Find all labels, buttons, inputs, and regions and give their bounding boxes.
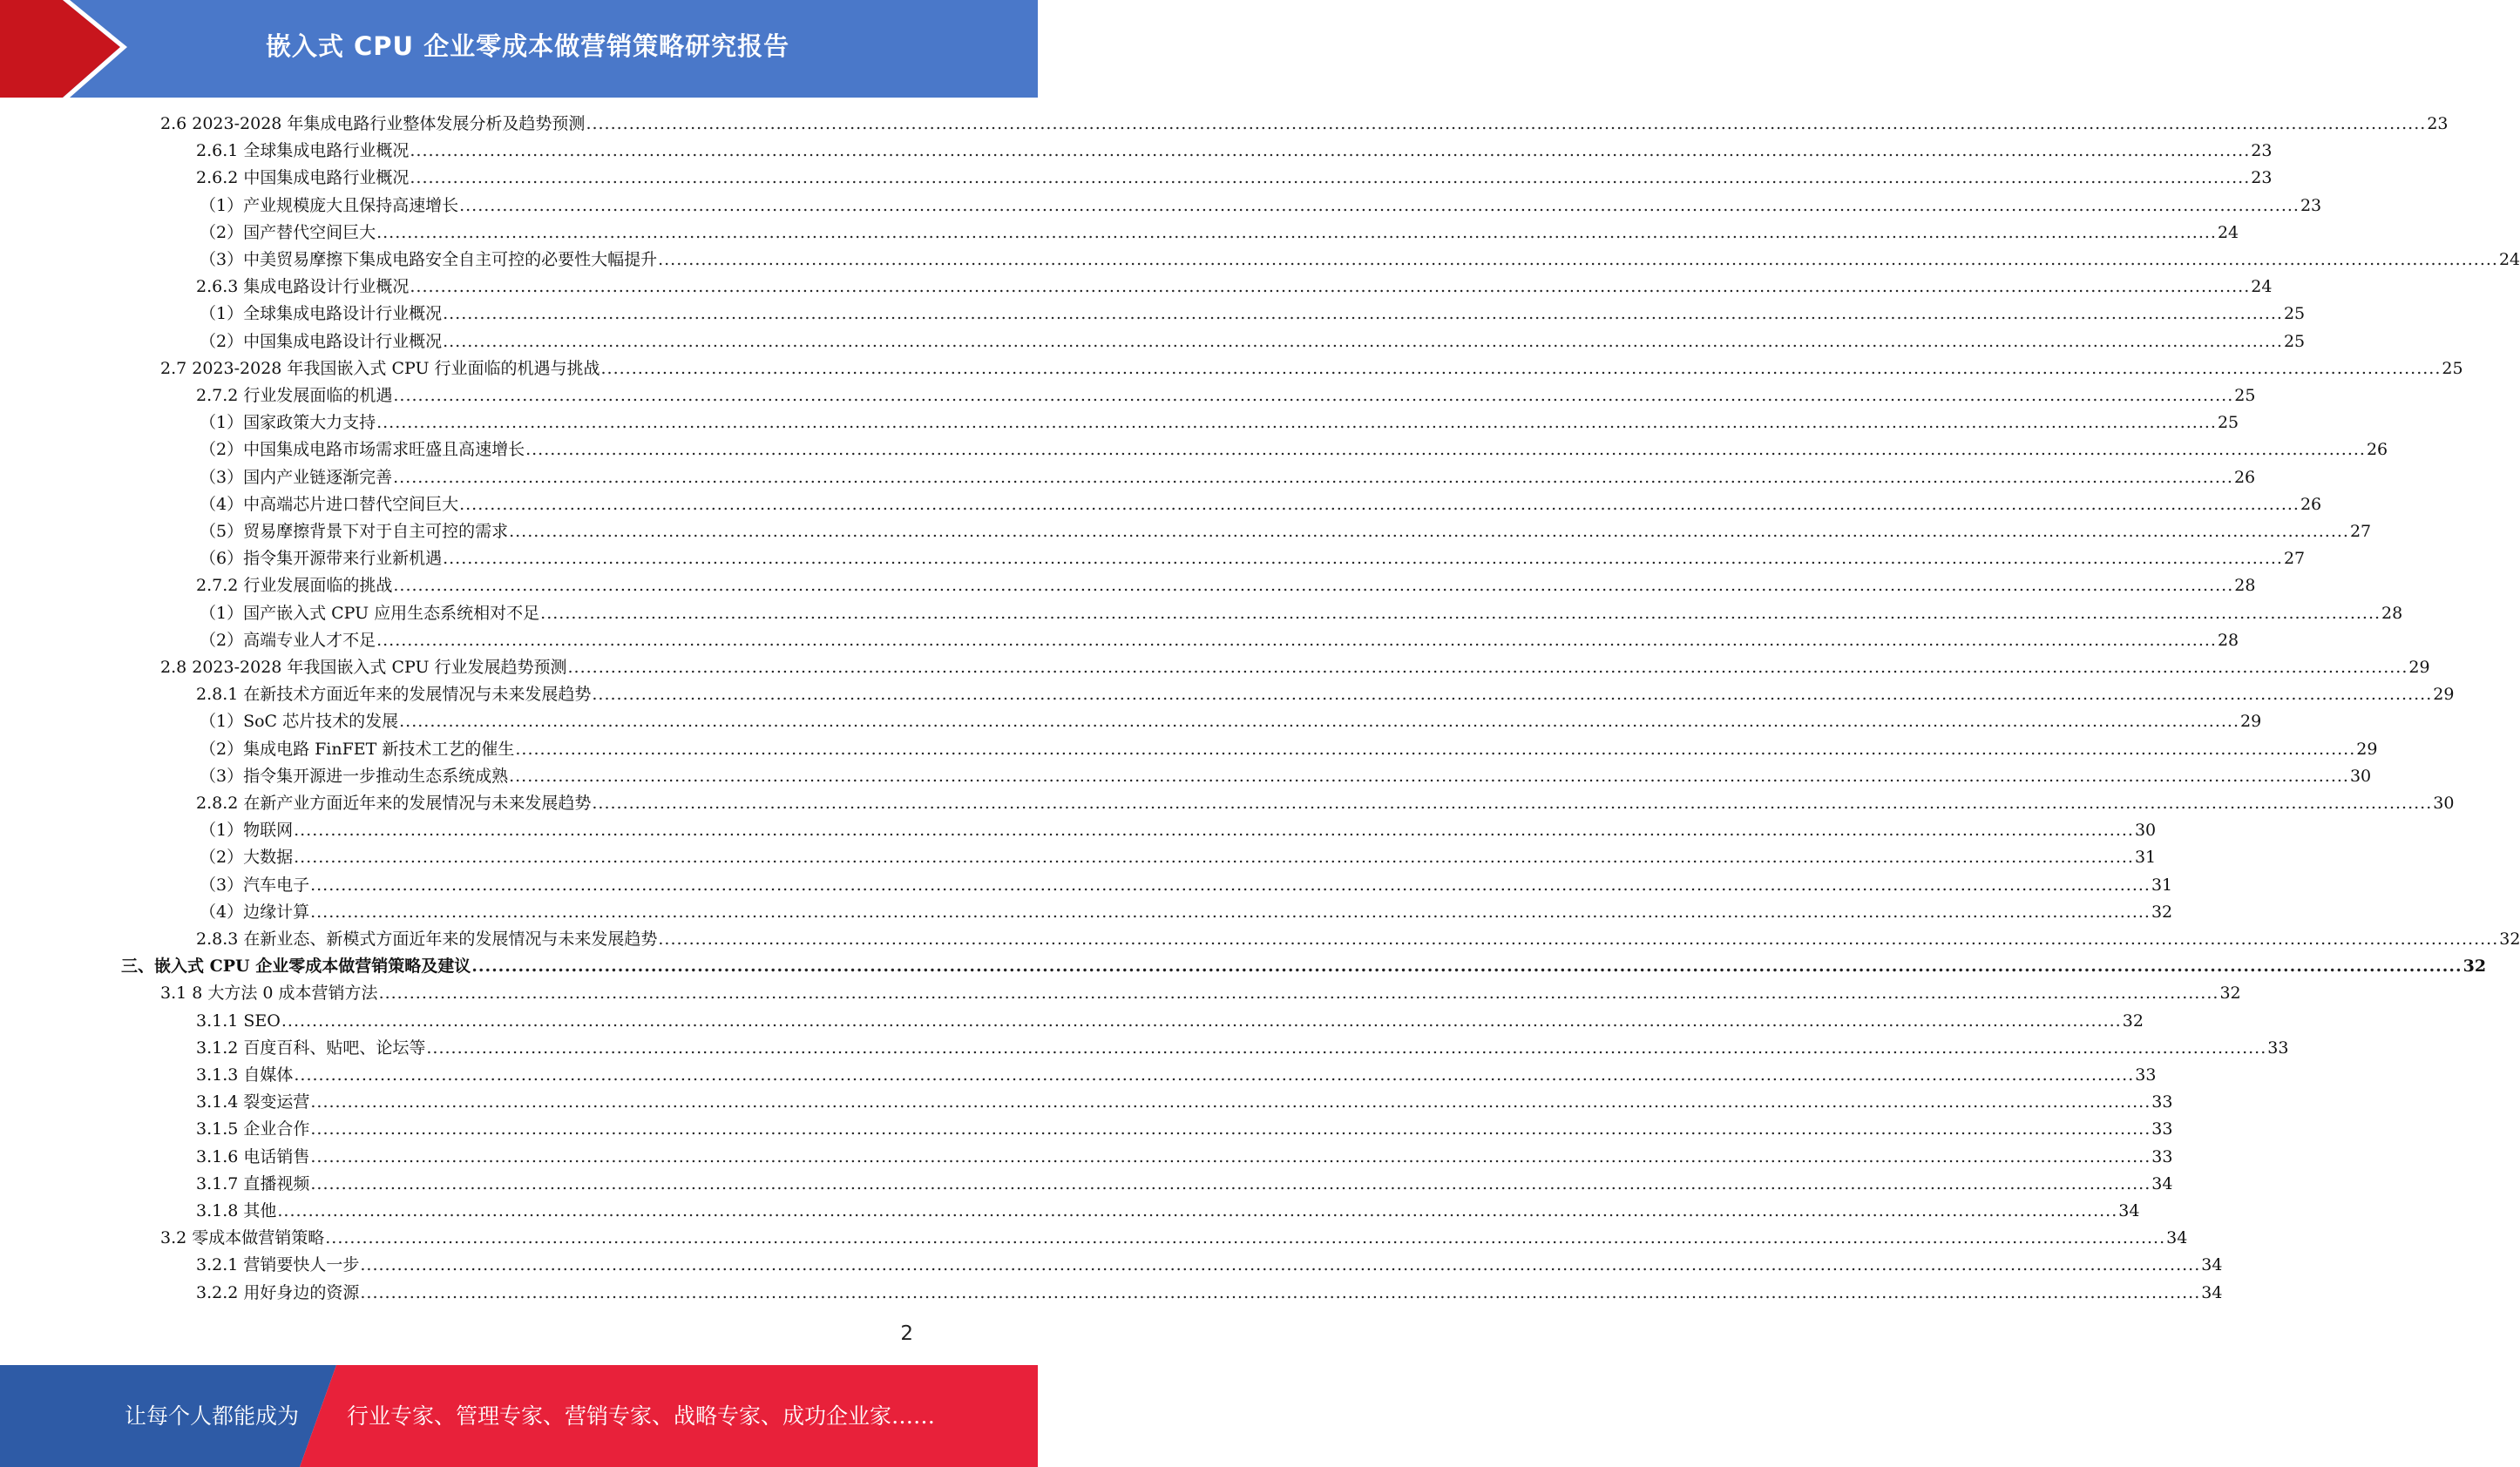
toc-entry-label: 2.7.2 行业发展面临的机遇: [196, 386, 393, 405]
toc-entry-page: 34: [2151, 1173, 2173, 1193]
toc-entry-label: 2.8 2023-2028 年我国嵌入式 CPU 行业发展趋势预测: [160, 658, 567, 677]
toc-entry-label: 3.1.3 自媒体: [196, 1065, 294, 1085]
toc-dot-leader: ............................................................................................................................................................................................................................................................................................................: [509, 522, 2349, 541]
header-title: 嵌入式 CPU 企业零成本做营销策略研究报告: [265, 30, 790, 61]
toc-entry[interactable]: [200, 193, 2322, 220]
toc-entry-label: （4）边缘计算: [200, 902, 310, 922]
toc-dot-leader: ............................................................................................................................................................................................................................................................................................................: [376, 222, 2217, 242]
toc-entry-label: （1）国产嵌入式 CPU 应用生态系统相对不足: [200, 603, 540, 623]
toc-entry-page: 23: [2427, 114, 2449, 133]
toc-entry-page: 23: [2251, 141, 2273, 161]
toc-entry-page: 23: [2300, 195, 2322, 215]
page-footer: [0, 1365, 1038, 1467]
toc-entry[interactable]: [196, 1280, 2223, 1307]
toc-entry[interactable]: [200, 247, 2520, 274]
toc-entry-label: （2）中国集成电路设计行业概况: [200, 331, 443, 351]
toc-dot-leader: ............................................................................................................................................................................................................................................................................................................: [459, 195, 2300, 215]
toc-entry-label: 3.2 零成本做营销策略: [160, 1228, 325, 1248]
toc-entry[interactable]: [196, 1062, 2157, 1089]
toc-dot-leader: ............................................................................................................................................................................................................................................................................................................: [393, 467, 2233, 487]
toc-entry-page: 33: [2135, 1065, 2157, 1085]
toc-entry[interactable]: [196, 1252, 2223, 1279]
toc-entry-label: 3.1.1 SEO: [196, 1011, 281, 1031]
toc-entry[interactable]: [160, 355, 2463, 382]
toc-entry-page: 24: [2251, 277, 2273, 297]
toc-entry-page: 30: [2433, 794, 2455, 813]
page-number: 2: [900, 1322, 913, 1345]
toc-entry-page: 29: [2408, 658, 2430, 677]
toc-dot-leader: ............................................................................................................................................................................................................................................................................................................: [410, 141, 2251, 161]
toc-entry-label: 2.7 2023-2028 年我国嵌入式 CPU 行业面临的机遇与挑战: [160, 358, 600, 378]
toc-dot-leader: ............................................................................................................................................................................................................................................................................................................: [600, 358, 2442, 378]
toc-dot-leader: ............................................................................................................................................................................................................................................................................................................: [310, 1092, 2151, 1112]
toc-entry-page: 31: [2151, 875, 2173, 895]
toc-dot-leader: ............................................................................................................................................................................................................................................................................................................: [360, 1255, 2201, 1275]
toc-entry-page: 34: [2201, 1282, 2223, 1302]
toc-entry[interactable]: [200, 545, 2306, 572]
toc-dot-leader: ............................................................................................................................................................................................................................................................................................................: [281, 1011, 2122, 1031]
toc-entry[interactable]: [196, 165, 2273, 192]
toc-entry-page: 34: [2201, 1255, 2223, 1275]
toc-entry-page: 34: [2118, 1201, 2140, 1220]
toc-entry-page: 27: [2349, 522, 2372, 541]
toc-dot-leader: ............................................................................................................................................................................................................................................................................................................: [567, 658, 2408, 677]
page-header: [0, 0, 1038, 98]
toc-entry-label: （4）中高端芯片进口替代空间巨大: [200, 494, 459, 514]
toc-entry-page: 33: [2151, 1092, 2173, 1112]
toc-dot-leader: ............................................................................................................................................................................................................................................................................................................: [540, 603, 2381, 623]
toc-entry[interactable]: [200, 409, 2239, 436]
toc-entry[interactable]: [200, 844, 2157, 871]
toc-entry[interactable]: [196, 926, 2520, 953]
toc-entry-page: 25: [2442, 358, 2463, 378]
toc-dot-leader: ............................................................................................................................................................................................................................................................................................................: [471, 957, 2462, 977]
toc-dot-leader: ............................................................................................................................................................................................................................................................................................................: [658, 930, 2499, 949]
toc-entry[interactable]: [200, 817, 2157, 844]
toc-entry[interactable]: [196, 1144, 2173, 1171]
toc-entry-label: 2.6 2023-2028 年集成电路行业整体发展分析及趋势预测: [160, 114, 586, 133]
toc-entry-label: 2.6.2 中国集成电路行业概况: [196, 168, 410, 188]
toc-entry-label: （2）集成电路 FinFET 新技术工艺的催生: [200, 739, 515, 759]
toc-dot-leader: ............................................................................................................................................................................................................................................................................................................: [310, 1146, 2151, 1166]
toc-entry[interactable]: [121, 953, 2487, 980]
toc-entry-label: （2）中国集成电路市场需求旺盛且高速增长: [200, 440, 525, 460]
toc-entry-label: 2.8.1 在新技术方面近年来的发展情况与未来发展趋势: [196, 685, 592, 705]
footer-slogan-right: 行业专家、管理专家、营销专家、战略专家、成功企业家……: [347, 1403, 936, 1429]
toc-entry-label: 3.1.8 其他: [196, 1201, 277, 1220]
toc-dot-leader: ............................................................................................................................................................................................................................................................................................................: [410, 168, 2251, 188]
toc-entry-page: 28: [2381, 603, 2403, 623]
toc-entry[interactable]: [196, 382, 2256, 409]
toc-entry-label: 2.6.1 全球集成电路行业概况: [196, 141, 410, 161]
toc-entry-page: 32: [2462, 957, 2487, 977]
toc-entry-label: 3.1.5 企业合作: [196, 1119, 310, 1139]
toc-entry-label: （3）汽车电子: [200, 875, 310, 895]
toc-dot-leader: ............................................................................................................................................................................................................................................................................................................: [310, 875, 2151, 895]
toc-dot-leader: ............................................................................................................................................................................................................................................................................................................: [393, 386, 2234, 405]
toc-dot-leader: ............................................................................................................................................................................................................................................................................................................: [376, 413, 2217, 433]
toc-entry[interactable]: [196, 681, 2455, 708]
toc-entry-label: 2.8.3 在新业态、新模式方面近年来的发展情况与未来发展趋势: [196, 930, 658, 949]
toc-entry-page: 30: [2134, 821, 2157, 841]
toc-entry-page: 29: [2356, 739, 2378, 759]
toc-entry[interactable]: [200, 328, 2306, 355]
toc-entry-page: 26: [2300, 494, 2322, 514]
toc-entry[interactable]: [200, 600, 2403, 627]
toc-dot-leader: ............................................................................................................................................................................................................................................................................................................: [443, 331, 2283, 351]
toc-entry[interactable]: [196, 1171, 2173, 1198]
toc-entry-label: （3）国内产业链逐渐完善: [200, 467, 393, 487]
toc-entry-label: 3.1.4 裂变运营: [196, 1092, 310, 1112]
toc-entry[interactable]: [160, 654, 2430, 681]
toc-entry-page: 25: [2283, 331, 2306, 351]
toc-entry[interactable]: [200, 436, 2388, 463]
toc-entry-label: （1）国家政策大力支持: [200, 413, 376, 433]
toc-dot-leader: ............................................................................................................................................................................................................................................................................................................: [399, 712, 2239, 732]
toc-entry-label: 3.1.7 直播视频: [196, 1173, 310, 1193]
toc-entry-page: 32: [2151, 902, 2173, 922]
toc-entry-page: 32: [2499, 930, 2520, 949]
toc-entry-label: 2.6.3 集成电路设计行业概况: [196, 277, 410, 297]
toc-dot-leader: ............................................................................................................................................................................................................................................................................................................: [294, 821, 2134, 841]
toc-dot-leader: ............................................................................................................................................................................................................................................................................................................: [509, 766, 2349, 786]
toc-entry[interactable]: [200, 301, 2306, 328]
toc-entry[interactable]: [200, 708, 2262, 735]
toc-entry[interactable]: [200, 627, 2239, 654]
toc-entry-label: 2.7.2 行业发展面临的挑战: [196, 576, 393, 596]
toc-entry[interactable]: [196, 572, 2256, 599]
toc-entry-label: 3.1.2 百度百科、贴吧、论坛等: [196, 1038, 426, 1058]
toc-dot-leader: ............................................................................................................................................................................................................................................................................................................: [310, 902, 2151, 922]
toc-entry-label: （3）中美贸易摩擦下集成电路安全自主可控的必要性大幅提升: [200, 250, 658, 269]
toc-entry-label: 2.8.2 在新产业方面近年来的发展情况与未来发展趋势: [196, 794, 592, 813]
toc-entry-page: 25: [2283, 304, 2306, 324]
toc-entry-label: （1）物联网: [200, 821, 294, 841]
toc-entry[interactable]: [200, 220, 2239, 247]
toc-entry[interactable]: [196, 274, 2273, 301]
toc-entry-label: （2）国产替代空间巨大: [200, 222, 376, 242]
toc-entry-page: 25: [2217, 413, 2239, 433]
toc-entry-label: （2）高端专业人才不足: [200, 630, 376, 650]
toc-entry-page: 33: [2267, 1038, 2289, 1058]
toc-entry-page: 25: [2234, 386, 2256, 405]
toc-entry-page: 26: [2233, 467, 2256, 487]
toc-entry-page: 27: [2283, 549, 2306, 569]
toc-entry-page: 23: [2251, 168, 2273, 188]
toc-dot-leader: ............................................................................................................................................................................................................................................................................................................: [443, 549, 2283, 569]
toc-dot-leader: ............................................................................................................................................................................................................................................................................................................: [410, 277, 2251, 297]
toc-entry-label: （3）指令集开源进一步推动生态系统成熟: [200, 766, 509, 786]
toc-entry-label: 三、嵌入式 CPU 企业零成本做营销策略及建议: [121, 957, 471, 977]
toc-entry-page: 24: [2217, 222, 2239, 242]
toc-dot-leader: ............................................................................................................................................................................................................................................................................................................: [426, 1038, 2267, 1058]
toc-entry[interactable]: [200, 872, 2173, 899]
toc-dot-leader: ............................................................................................................................................................................................................................................................................................................: [525, 440, 2366, 460]
toc-entry[interactable]: [200, 763, 2372, 790]
toc-dot-leader: ............................................................................................................................................................................................................................................................................................................: [294, 848, 2134, 868]
toc-entry-page: 28: [2234, 576, 2256, 596]
toc-entry-page: 29: [2433, 685, 2455, 705]
toc-entry-page: 31: [2134, 848, 2157, 868]
toc-entry-label: （5）贸易摩擦背景下对于自主可控的需求: [200, 522, 509, 541]
toc-entry-page: 32: [2219, 984, 2241, 1004]
toc-entry-label: 3.2.1 营销要快人一步: [196, 1255, 360, 1275]
toc-entry[interactable]: [160, 1225, 2188, 1252]
toc-entry[interactable]: [200, 899, 2173, 926]
toc-entry-label: （1）产业规模庞大且保持高速增长: [200, 195, 459, 215]
toc-dot-leader: ............................................................................................................................................................................................................................................................................................................: [586, 114, 2427, 133]
footer-slogan-left: 让每个人都能成为: [125, 1403, 300, 1429]
toc-entry[interactable]: [200, 736, 2378, 763]
toc-entry-label: （1）全球集成电路设计行业概况: [200, 304, 443, 324]
toc-entry-label: （6）指令集开源带来行业新机遇: [200, 549, 443, 569]
toc-entry[interactable]: [196, 1089, 2173, 1116]
toc-entry[interactable]: [160, 980, 2241, 1007]
toc-dot-leader: ............................................................................................................................................................................................................................................................................................................: [592, 794, 2433, 813]
toc-entry[interactable]: [196, 1035, 2289, 1062]
toc-entry-page: 29: [2240, 712, 2262, 732]
toc-entry-page: 33: [2151, 1119, 2173, 1139]
toc-entry[interactable]: [200, 491, 2322, 518]
toc-dot-leader: ............................................................................................................................................................................................................................................................................................................: [376, 630, 2217, 650]
toc-entry-page: 26: [2366, 440, 2388, 460]
toc-dot-leader: ............................................................................................................................................................................................................................................................................................................: [310, 1119, 2151, 1139]
toc-entry-label: （1）SoC 芯片技术的发展: [200, 712, 399, 732]
toc-dot-leader: ............................................................................................................................................................................................................................................................................................................: [393, 576, 2234, 596]
toc-entry[interactable]: [196, 790, 2455, 817]
toc-dot-leader: ............................................................................................................................................................................................................................................................................................................: [459, 494, 2300, 514]
toc-entry-label: 3.2.2 用好身边的资源: [196, 1282, 360, 1302]
toc-dot-leader: ............................................................................................................................................................................................................................................................................................................: [592, 685, 2433, 705]
toc-dot-leader: ............................................................................................................................................................................................................................................................................................................: [658, 250, 2498, 269]
toc-entry-label: 3.1.6 电话销售: [196, 1146, 310, 1166]
toc-entry[interactable]: [196, 1116, 2173, 1143]
toc-entry-label: 3.1 8 大方法 0 成本营销方法: [160, 984, 378, 1004]
toc-dot-leader: ............................................................................................................................................................................................................................................................................................................: [443, 304, 2283, 324]
toc-dot-leader: ............................................................................................................................................................................................................................................................................................................: [310, 1173, 2151, 1193]
toc-entry-page: 34: [2166, 1228, 2188, 1248]
toc-entry[interactable]: [196, 1198, 2140, 1225]
toc-dot-leader: ............................................................................................................................................................................................................................................................................................................: [294, 1065, 2135, 1085]
toc-entry-page: 33: [2151, 1146, 2173, 1166]
toc-entry[interactable]: [200, 518, 2372, 545]
toc-dot-leader: ............................................................................................................................................................................................................................................................................................................: [325, 1228, 2166, 1248]
toc-entry[interactable]: [200, 464, 2256, 491]
toc-dot-leader: ............................................................................................................................................................................................................................................................................................................: [378, 984, 2219, 1004]
toc-dot-leader: ............................................................................................................................................................................................................................................................................................................: [277, 1201, 2118, 1220]
toc-entry-page: 30: [2349, 766, 2372, 786]
toc-entry[interactable]: [160, 111, 2449, 138]
toc-dot-leader: ............................................................................................................................................................................................................................................................................................................: [515, 739, 2356, 759]
toc-entry-page: 24: [2498, 250, 2520, 269]
toc-dot-leader: ............................................................................................................................................................................................................................................................................................................: [360, 1282, 2201, 1302]
toc-entry-page: 28: [2217, 630, 2239, 650]
toc-entry[interactable]: [196, 1008, 2144, 1035]
toc-entry-page: 32: [2122, 1011, 2144, 1031]
toc-entry[interactable]: [196, 138, 2273, 165]
toc-entry-label: （2）大数据: [200, 848, 294, 868]
